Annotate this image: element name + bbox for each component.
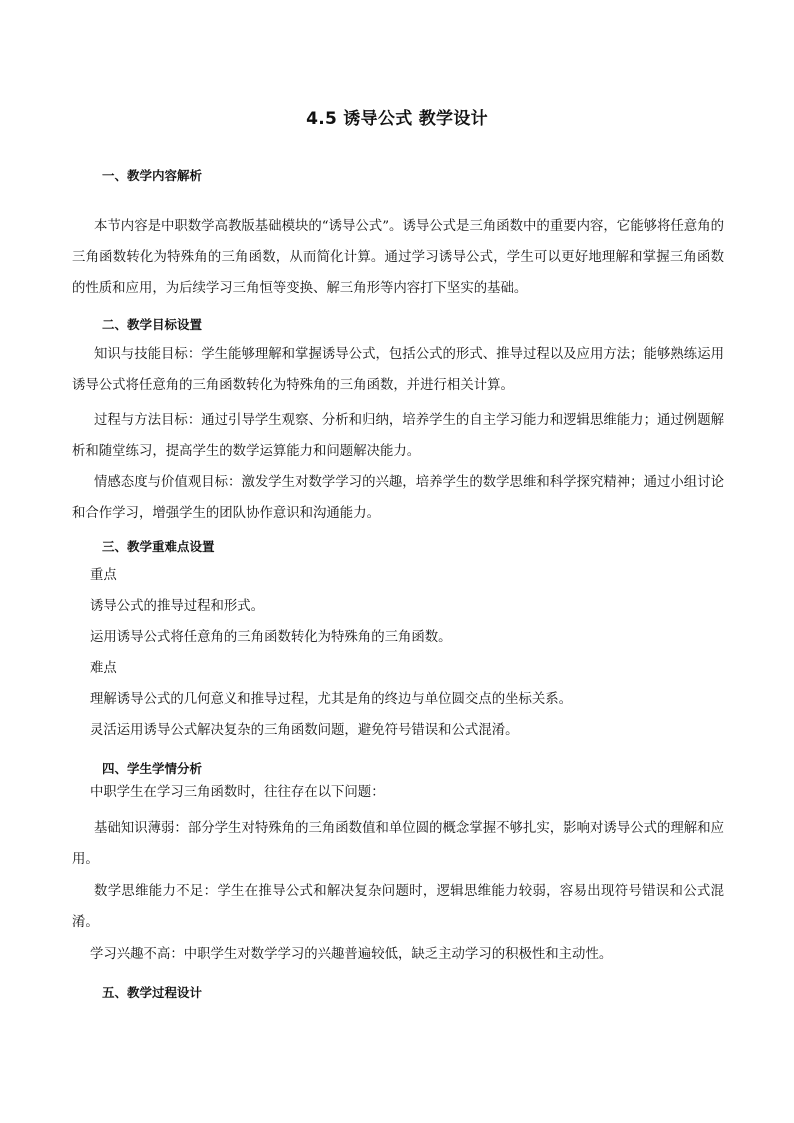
document-title: 4.5 诱导公式 教学设计 <box>306 109 488 129</box>
section-2-paragraph-3: 情感态度与价值观目标：激发学生对数学学习的兴趣，培养学生的数学思维和科学探究精神；通过小组讨论和合作学习，增强学生的团队协作意识和沟通能力。 <box>72 475 724 521</box>
section-heading-2: 二、教学目标设置 <box>102 317 203 332</box>
difficulties-label: 难点 <box>90 661 117 676</box>
key-point-2: 运用诱导公式将任意角的三角函数转化为特殊角的三角函数。 <box>90 630 452 645</box>
section-4-paragraph-1: 基础知识薄弱：部分学生对特殊角的三角函数值和单位圆的概念掌握不够扎实，影响对诱导公式的理解和应用。 <box>72 821 724 867</box>
section-4-last-paragraph: 学习兴趣不高：中职学生对数学学习的兴趣普遍较低，缺乏主动学习的积极性和主动性。 <box>90 947 613 962</box>
section-heading-1: 一、教学内容解析 <box>102 168 203 183</box>
key-point-1: 诱导公式的推导过程和形式。 <box>90 599 265 614</box>
key-points-label: 重点 <box>90 568 117 583</box>
section-2-paragraph-1: 知识与技能目标：学生能够理解和掌握诱导公式，包括公式的形式、推导过程以及应用方法；能够熟练运用诱导公式将任意角的三角函数转化为特殊角的三角函数，并进行相关计算。 <box>72 347 724 393</box>
section-heading-4: 四、学生学情分析 <box>102 761 203 776</box>
difficulty-2: 灵活运用诱导公式解决复杂的三角函数问题，避免符号错误和公式混淆。 <box>90 723 519 738</box>
section-4-paragraph-2: 数学思维能力不足：学生在推导公式和解决复杂问题时，逻辑思维能力较弱，容易出现符号错误和公式混淆。 <box>72 884 724 930</box>
difficulty-1: 理解诱导公式的几何意义和推导过程，尤其是角的终边与单位圆交点的坐标关系。 <box>90 692 573 707</box>
section-heading-3: 三、教学重难点设置 <box>102 539 215 554</box>
section-2-paragraph-2: 过程与方法目标：通过引导学生观察、分析和归纳，培养学生的自主学习能力和逻辑思维能力；通过例题解析和随堂练习，提高学生的数学运算能力和问题解决能力。 <box>72 413 724 459</box>
section-4-intro: 中职学生在学习三角函数时，往往存在以下问题： <box>90 785 385 800</box>
section-1-paragraph: 本节内容是中职数学高教版基础模块的“诱导公式”。诱导公式是三角函数中的重要内容，它能够将任意角的三角函数转化为特殊角的三角函数，从而简化计算。通过学习诱导公式，学生可以更好地理解和掌握三角函数的性质和应用，为后续学习三角恒等变换、解三角形等内容打下坚实的基础。 <box>72 219 724 296</box>
section-heading-5: 五、教学过程设计 <box>102 985 203 1000</box>
